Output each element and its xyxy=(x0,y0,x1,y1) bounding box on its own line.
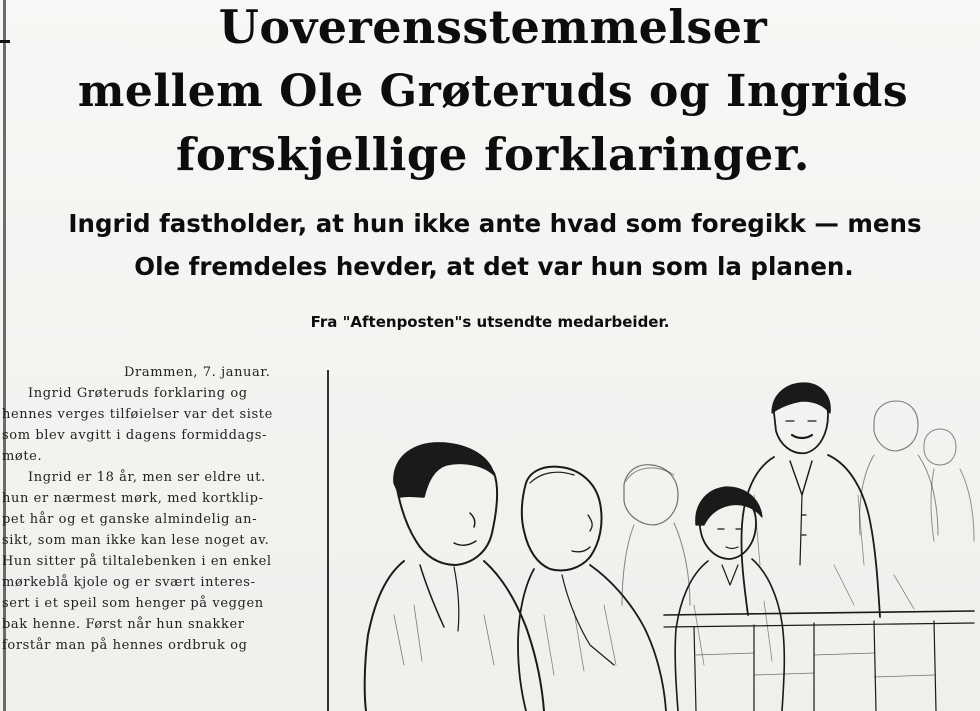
headline-line-2: mellem Ole Grøteruds og Ingrids xyxy=(77,66,909,117)
headline-line-1: Uoverensstemmelser xyxy=(218,0,768,54)
body-line: pet hår og et ganske almindelig an- xyxy=(2,512,258,527)
subheadline-line-2: Ole fremdeles hevder, at det var hun som la planen. xyxy=(134,252,854,281)
body-line: forstår man på hennes ordbruk og xyxy=(2,638,248,653)
body-line: sikt, som man ikke kan lese noget av. xyxy=(2,533,270,548)
body-line: møte. xyxy=(2,449,43,464)
body-line: hennes verges tilføielser var det siste xyxy=(2,407,273,422)
courtroom-sketch-illustration xyxy=(334,365,980,711)
body-line: mørkeblå kjole og er svært interes- xyxy=(2,575,256,590)
article-body-column xyxy=(2,362,324,711)
body-line: Ingrid Grøteruds forklaring og xyxy=(28,386,248,401)
headline-line-3: forskjellige forklaringer. xyxy=(176,128,810,181)
sketch-figures-right xyxy=(874,401,918,451)
body-line: som blev avgitt i dagens formiddags- xyxy=(2,428,268,443)
body-line: bak henne. Først når hun snakker xyxy=(2,617,245,632)
column-rule xyxy=(327,370,329,711)
byline: Fra "Aftenposten"s utsendte medarbeider. xyxy=(310,313,670,331)
subheadline-line-1: Ingrid fastholder, at hun ikke ante hvad som foregikk — mens xyxy=(68,209,922,238)
sketch-bench-rail xyxy=(664,611,974,615)
body-line: sert i et speil som henger på veggen xyxy=(2,596,264,611)
body-line: hun er nærmest mørk, med kortklip- xyxy=(2,491,264,506)
body-line: Ingrid er 18 år, men ser eldre ut. xyxy=(28,470,266,485)
dateline: Drammen, 7. januar. xyxy=(124,365,271,380)
courtroom-sketch xyxy=(334,365,980,711)
body-line: Hun sitter på tiltalebenken i en enkel xyxy=(2,554,272,569)
